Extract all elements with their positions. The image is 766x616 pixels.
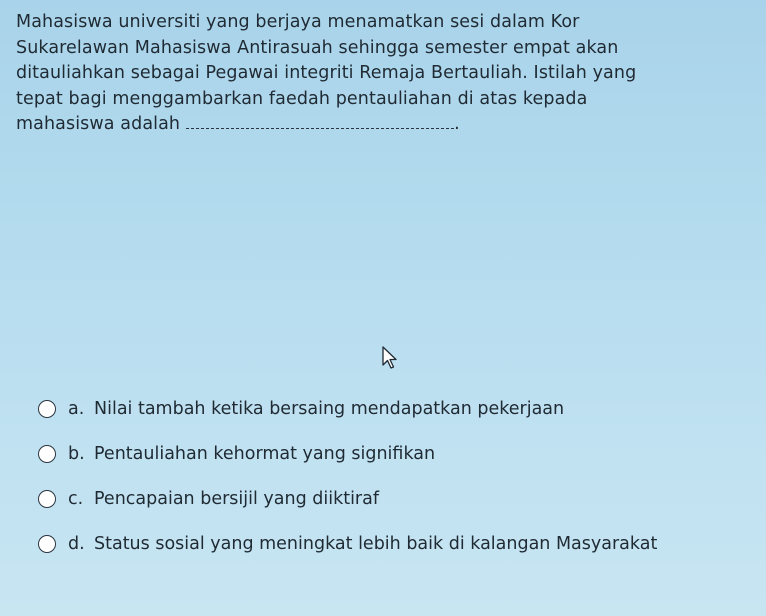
option-b[interactable] (38, 443, 758, 465)
option-letter: b. (68, 444, 85, 464)
question-line-1: Mahasiswa universiti yang berjaya menamatkan sesi dalam Kor (16, 12, 580, 32)
mouse-pointer-icon (382, 346, 398, 370)
question-line-4: tepat bagi menggambarkan faedah pentauliahan di atas kepada (16, 88, 588, 109)
option-c[interactable] (38, 488, 758, 510)
option-letter: a. (68, 399, 85, 419)
radio-button-icon[interactable] (38, 490, 56, 508)
question-line-5-text: mahasiswa adalah (16, 114, 181, 134)
option-text: Status sosial yang meningkat lebih baik di kalangan Masyarakat (94, 534, 658, 554)
radio-button-icon[interactable] (38, 535, 56, 553)
option-text: Nilai tambah ketika bersaing mendapatkan pekerjaan (94, 399, 565, 419)
option-a[interactable] (38, 398, 758, 420)
option-d[interactable] (38, 533, 758, 555)
question-text (16, 10, 756, 138)
question-line-5 (16, 112, 756, 138)
option-text: Pencapaian bersijil yang diiktiraf (94, 489, 380, 509)
blank-period: . (454, 114, 460, 134)
radio-button-icon[interactable] (38, 445, 56, 463)
radio-button-icon[interactable] (38, 400, 56, 418)
option-text: Pentauliahan kehormat yang signifikan (94, 444, 436, 464)
question-line-3: ditauliahkan sebagai Pegawai integriti Remaja Bertauliah. Istilah yang (16, 63, 637, 83)
option-letter: c. (68, 489, 84, 509)
question-line-2: Sukarelawan Mahasiswa Antirasuah sehingga semester empat akan (16, 37, 619, 58)
answer-blank (186, 114, 454, 129)
answer-options (38, 398, 758, 578)
option-letter: d. (68, 534, 85, 554)
